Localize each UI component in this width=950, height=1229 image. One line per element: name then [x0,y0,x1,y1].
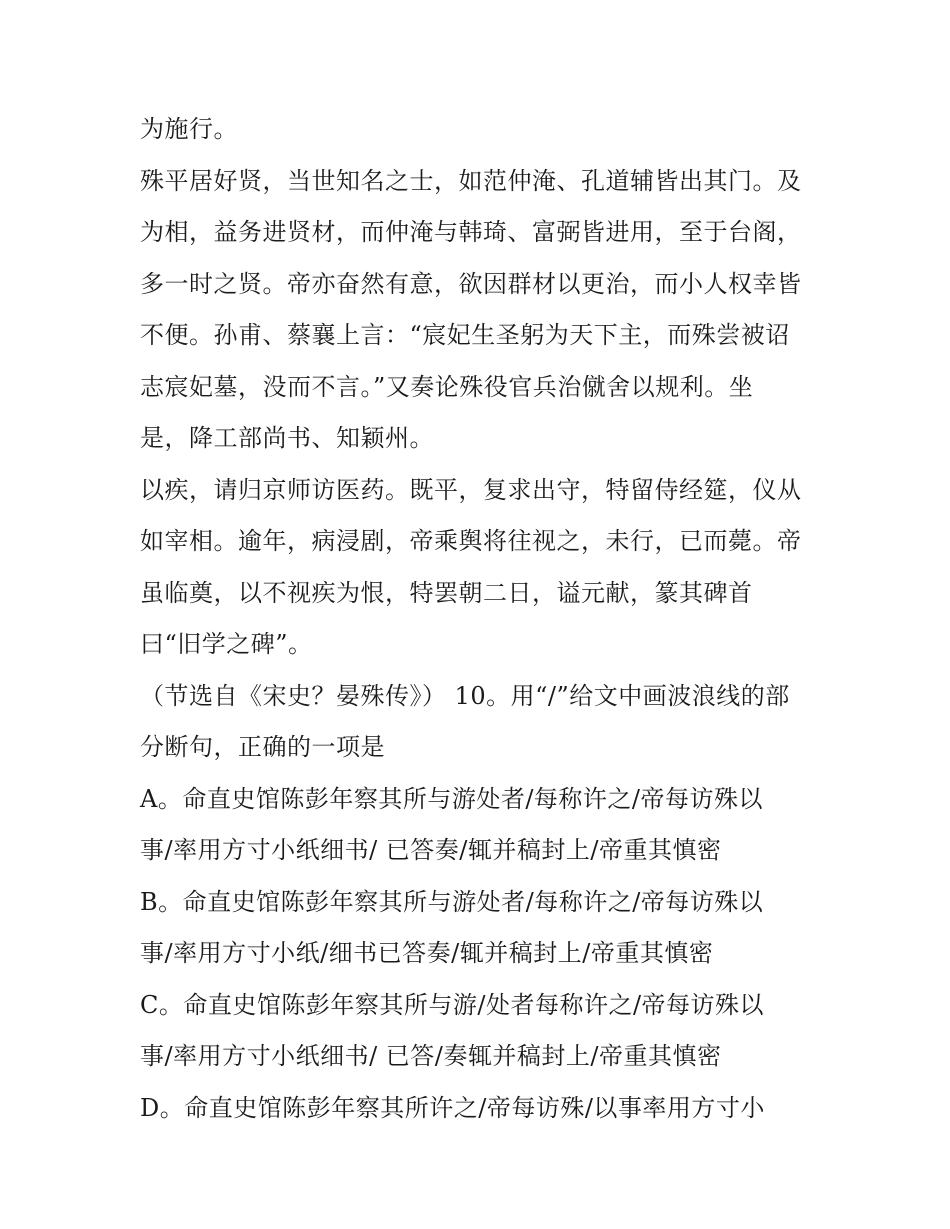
option-a-line-2: 事/率用方寸小纸细书/ 已答奏/辄并稿封上/帝重其慎密 [140,836,722,864]
question-line: 分断句，正确的一项是 [140,733,385,761]
option-c-line-1: C。命直史馆陈彭年察其所与游/处者每称许之/帝每访殊以 [140,990,765,1019]
text-line: 不便。孙甫、蔡襄上言：“宸妃生圣躬为天下主，而殊尝被诏 [140,321,790,349]
option-a-line-1: A。命直史馆陈彭年察其所与游处者/每称许之/帝每访殊以 [140,784,764,813]
text-line: 是，降工部尚书、知颖州。 [140,424,434,452]
text-line: 多一时之贤。帝亦奋然有意，欲因群材以更治，而小人权幸皆 [140,269,802,298]
option-b-line-1: B。命直史馆陈彭年察其所与游处者/每称许之/帝每访殊以 [140,887,764,916]
source-and-question-line: （节选自《宋史？晏殊传》） 10。用“/”给文中画波浪线的部 [140,681,790,710]
text-line: 曰“旧学之碑”。 [140,630,313,658]
option-c-line-2: 事/率用方寸小纸细书/ 已答/奏辄并稿封上/帝重其慎密 [140,1042,722,1070]
text-line: 如宰相。逾年，病浸剧，帝乘舆将往视之，未行，已而薨。帝 [140,527,802,555]
text-line: 虽临奠，以不视疾为恨，特罢朝二日，谥元献，篆其碑首 [140,578,753,607]
text-line: 志宸妃墓，没而不言。”又奏论殊役官兵治僦舍以规利。坐 [140,372,754,401]
text-line: 为施行。 [140,115,238,143]
text-line: 以疾，请归京师访医药。既平，复求出守，特留侍经筵，仪从 [140,475,802,504]
option-b-line-2: 事/率用方寸小纸/细书已答奏/辄并稿封上/帝重其慎密 [140,939,714,967]
document-text [140,104,830,1134]
text-line: 为相，益务进贤材，而仲淹与韩琦、富弼皆进用，至于台阁， [140,218,802,246]
option-d-line-1: D。命直史馆陈彭年察其所许之/帝每访殊/以事率用方寸小 [140,1093,765,1122]
text-line: 殊平居好贤，当世知名之士，如范仲淹、孔道辅皆出其门。及 [140,166,802,195]
